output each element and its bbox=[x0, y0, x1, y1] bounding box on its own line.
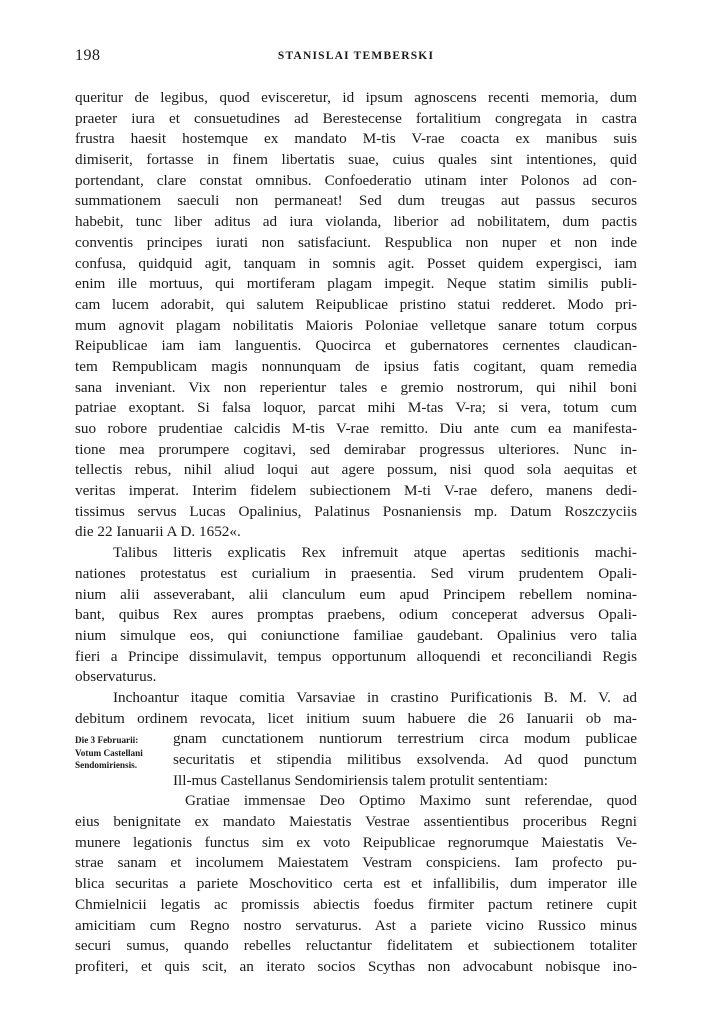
paragraph-first-line: Inchoantur itaque comitia Varsaviae in crastino Purificationis B. M. V. ad bbox=[113, 688, 637, 706]
text-line: cam lucem adorabit, qui salutem Reipublicae pristino statui redderet. Modo pri- bbox=[75, 295, 637, 313]
text-line: blica securitas a pariete Moschovitico certa est et infallibilis, dum imperator ille bbox=[75, 875, 637, 893]
text-line: munere legationis functus sim ex voto Reipublicae regnorumque Maiestatis Ve- bbox=[75, 833, 637, 851]
margin-note-line: Die 3 Februarii: bbox=[75, 735, 139, 745]
text-line: portendant, clare constat omnibus. Confoederatio utinam inter Polonos ad con- bbox=[75, 171, 637, 189]
text-line: tione mea prorumpere cogitavi, sed demirabar progressus ulteriores. Nunc in- bbox=[75, 440, 637, 458]
paragraph-first-line: Gratiae immensae Deo Optimo Maximo sunt referendae, quod bbox=[185, 792, 637, 810]
text-line: tellectis rebus, nihil aliud loqui aut agere possum, nisi quod sola aequitas et bbox=[75, 461, 637, 479]
text-line: praeter iura et consuetudines ad Berestecense fortalitium congregata in castra bbox=[75, 109, 637, 127]
text-line: enim ille mortuus, qui mortiferam plagam impegit. Neque statim similis publi- bbox=[75, 275, 637, 293]
text-line: habebit, tunc liber aditus ad iura violanda, liberior ad nobilitatem, dum pactis bbox=[75, 213, 637, 231]
text-line: tem Rempublicam magis nonnunquam de ipsius fatis cogitant, quam remedia bbox=[75, 357, 637, 375]
text-line: confusa, quidquid agit, tanquam in somnis agit. Posset quidem expergisci, iam bbox=[75, 254, 637, 272]
text-line: suo robore prudentiae calcidis M-tis V-rae remitto. Diu ante cum ea manifesta- bbox=[75, 420, 637, 437]
text-line: debitum ordinem revocata, licet initium suum habuere die 26 Ianuarii ob ma- bbox=[75, 709, 637, 727]
text-line: amicitiam cum Regno nostro servaturus. Ast a pariete vicino Russico minus bbox=[75, 916, 637, 934]
text-line: profiteri, et quis scit, an iterato socios Scythas non advocabunt nobisque ino- bbox=[75, 957, 637, 975]
text-line: nationes protestatus est curialium in praesentia. Sed virum prudentem Opali- bbox=[75, 564, 637, 582]
text-line: tissimus servus Lucas Opalinius, Palatinus Posnaniensis mp. Datum Roszczyciis bbox=[75, 502, 637, 520]
text-line: frustra haesit hostemque ex mandato M-tis V-rae coacta ex manibus suis bbox=[75, 130, 637, 148]
text-line: die 22 Ianuarii A D. 1652«. bbox=[75, 523, 241, 541]
text-line: veritas imperat. Interim fidelem subiectionem M-ti V-rae defero, manens dedi- bbox=[75, 482, 637, 500]
text-line: dimiserit, fortasse in finem libertatis suae, cuius quales sint intentiones, quid bbox=[75, 151, 637, 169]
running-title: STANISLAI TEMBERSKI bbox=[277, 50, 435, 62]
text-line: Ill-mus Castellanus Sendomiriensis talem protulit sententiam: bbox=[173, 771, 548, 789]
text-line: eius benignitate ex mandato Maiestatis Vestrae assentientibus proceribus Regni bbox=[75, 813, 637, 831]
text-line: queritur de legibus, quod evisceretur, id ipsum agnoscens recenti memoria, dum bbox=[75, 89, 637, 106]
margin-note-line: Sendomiriensis. bbox=[75, 760, 138, 770]
text-line: patriae exoptant. Si falsa loquor, parcat mihi M-tas V-ra; si vera, totum cum bbox=[75, 399, 637, 417]
text-line: Chmielnicii legatis ac promissis abiectis foedus firmiter pactum retinere cupit bbox=[75, 895, 637, 913]
text-line: securi sumus, quando rebelles reluctantur fidelitatem et subiectionem totaliter bbox=[75, 937, 637, 955]
margin-note-line: Votum Castellani bbox=[75, 747, 143, 758]
page-header bbox=[75, 47, 637, 71]
text-line: mum agnovit plagam nobilitatis Maioris Poloniae velletque sanare totum corpus bbox=[75, 316, 637, 334]
text-line: nium simulque eos, qui coniunctione familiae gaudebant. Opalinius vero talia bbox=[75, 626, 637, 644]
text-line: Reipublicae iam iam languentis. Quocirca et gubernatores cernentes claudican- bbox=[75, 337, 637, 355]
text-line: gnam cunctationem nuntiorum terrestrium circa modum publicae bbox=[173, 730, 637, 748]
text-line: conventis principes iurati non satisfaciunt. Respublica non nuper et non inde bbox=[75, 233, 637, 251]
body-text bbox=[75, 88, 637, 978]
margin-note bbox=[75, 734, 167, 772]
page-number: 198 bbox=[75, 47, 101, 64]
text-line: sana inveniant. Vix non reperientur tales e gremio nostrorum, qui nihil boni bbox=[75, 378, 637, 396]
text-line: summationem saeculi non permaneat! Sed dum treugas aut passus securos bbox=[75, 192, 637, 210]
text-line: securitatis et stipendia militibus exsolvenda. Ad quod punctum bbox=[173, 751, 637, 768]
text-line: nium alii asseverabant, alii clanculum eum apud Principem rebellem nomina- bbox=[75, 585, 637, 603]
text-line: observaturus. bbox=[75, 668, 157, 686]
text-line: strae sanam et incolumem Maiestatem Vestram conspiciens. Iam profecto pu- bbox=[75, 854, 637, 872]
text-line: bant, quibus Rex aures promptas praebens, odium conceperat adversus Opali- bbox=[75, 606, 637, 624]
paragraph-first-line: Talibus litteris explicatis Rex infremuit atque apertas seditionis machi- bbox=[113, 544, 637, 562]
text-line: fieri a Principe dissimulavit, tempus opportunum alloquendi et reconciliandi Regis bbox=[75, 647, 637, 665]
